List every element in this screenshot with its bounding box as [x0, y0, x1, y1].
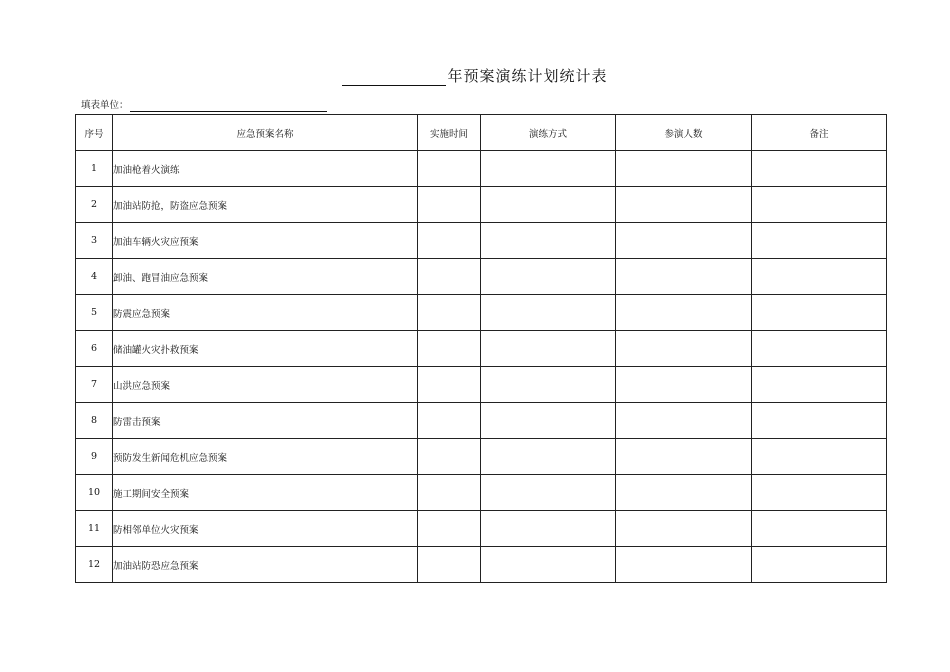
- header-participants: 参演人数: [616, 115, 752, 151]
- cell-method: [481, 331, 616, 367]
- cell-participants: [616, 223, 752, 259]
- cell-method: [481, 151, 616, 187]
- fill-unit-label: 填表单位：: [81, 100, 129, 111]
- table-row: [76, 367, 887, 403]
- cell-plan-name: 加油站防抢，防盗应急预案: [113, 187, 418, 223]
- fill-unit-row: [81, 100, 327, 112]
- cell-time: [418, 475, 481, 511]
- cell-method: [481, 403, 616, 439]
- cell-participants: [616, 187, 752, 223]
- cell-method: [481, 511, 616, 547]
- cell-method: [481, 223, 616, 259]
- cell-no: 2: [76, 187, 113, 223]
- cell-plan-name: 施工期间安全预案: [113, 475, 418, 511]
- table-row: [76, 295, 887, 331]
- header-name: 应急预案名称: [113, 115, 418, 151]
- cell-participants: [616, 511, 752, 547]
- cell-no: 6: [76, 331, 113, 367]
- cell-plan-name: 防雷击预案: [113, 403, 418, 439]
- table-row: [76, 187, 887, 223]
- cell-remarks: [752, 475, 887, 511]
- cell-time: [418, 511, 481, 547]
- cell-time: [418, 331, 481, 367]
- cell-no: 5: [76, 295, 113, 331]
- cell-remarks: [752, 511, 887, 547]
- cell-no: 12: [76, 547, 113, 583]
- cell-remarks: [752, 403, 887, 439]
- cell-method: [481, 475, 616, 511]
- table-row: [76, 439, 887, 475]
- cell-method: [481, 295, 616, 331]
- cell-remarks: [752, 439, 887, 475]
- header-remarks: 备注: [752, 115, 887, 151]
- table-row: [76, 151, 887, 187]
- table-row: [76, 331, 887, 367]
- drill-plan-table: [75, 114, 887, 583]
- cell-no: 11: [76, 511, 113, 547]
- cell-participants: [616, 151, 752, 187]
- cell-participants: [616, 439, 752, 475]
- cell-time: [418, 295, 481, 331]
- cell-no: 8: [76, 403, 113, 439]
- cell-plan-name: 加油枪着火演练: [113, 151, 418, 187]
- cell-plan-name: 卸油、跑冒油应急预案: [113, 259, 418, 295]
- cell-plan-name: 加油车辆火灾应预案: [113, 223, 418, 259]
- cell-method: [481, 367, 616, 403]
- cell-participants: [616, 259, 752, 295]
- table-row: [76, 475, 887, 511]
- cell-no: 3: [76, 223, 113, 259]
- cell-plan-name: 预防发生新闻危机应急预案: [113, 439, 418, 475]
- cell-remarks: [752, 367, 887, 403]
- cell-remarks: [752, 331, 887, 367]
- table-row: [76, 511, 887, 547]
- cell-time: [418, 439, 481, 475]
- cell-plan-name: 防震应急预案: [113, 295, 418, 331]
- cell-time: [418, 187, 481, 223]
- cell-plan-name: 储油罐火灾扑救预案: [113, 331, 418, 367]
- table-row: [76, 259, 887, 295]
- cell-time: [418, 223, 481, 259]
- header-no: 序号: [76, 115, 113, 151]
- table-body: [76, 151, 887, 583]
- cell-no: 1: [76, 151, 113, 187]
- cell-remarks: [752, 259, 887, 295]
- cell-remarks: [752, 547, 887, 583]
- cell-no: 10: [76, 475, 113, 511]
- cell-remarks: [752, 151, 887, 187]
- header-time: 实施时间: [418, 115, 481, 151]
- cell-no: 7: [76, 367, 113, 403]
- title-text: 年预案演练计划统计表: [447, 67, 608, 85]
- cell-time: [418, 259, 481, 295]
- cell-method: [481, 259, 616, 295]
- page-title: [0, 66, 950, 86]
- cell-participants: [616, 403, 752, 439]
- cell-remarks: [752, 187, 887, 223]
- cell-method: [481, 547, 616, 583]
- cell-plan-name: 加油站防恐应急预案: [113, 547, 418, 583]
- fill-unit-blank: [130, 101, 327, 112]
- cell-time: [418, 151, 481, 187]
- cell-participants: [616, 295, 752, 331]
- cell-method: [481, 439, 616, 475]
- cell-participants: [616, 547, 752, 583]
- cell-method: [481, 187, 616, 223]
- cell-participants: [616, 367, 752, 403]
- cell-no: 9: [76, 439, 113, 475]
- year-blank: [342, 68, 446, 86]
- cell-time: [418, 547, 481, 583]
- cell-no: 4: [76, 259, 113, 295]
- table-row: [76, 223, 887, 259]
- cell-time: [418, 403, 481, 439]
- cell-plan-name: 防相邻单位火灾预案: [113, 511, 418, 547]
- cell-plan-name: 山洪应急预案: [113, 367, 418, 403]
- cell-participants: [616, 475, 752, 511]
- header-method: 演练方式: [481, 115, 616, 151]
- cell-participants: [616, 331, 752, 367]
- cell-time: [418, 367, 481, 403]
- cell-remarks: [752, 295, 887, 331]
- table-row: [76, 403, 887, 439]
- table-header-row: [76, 115, 887, 151]
- cell-remarks: [752, 223, 887, 259]
- table-row: [76, 547, 887, 583]
